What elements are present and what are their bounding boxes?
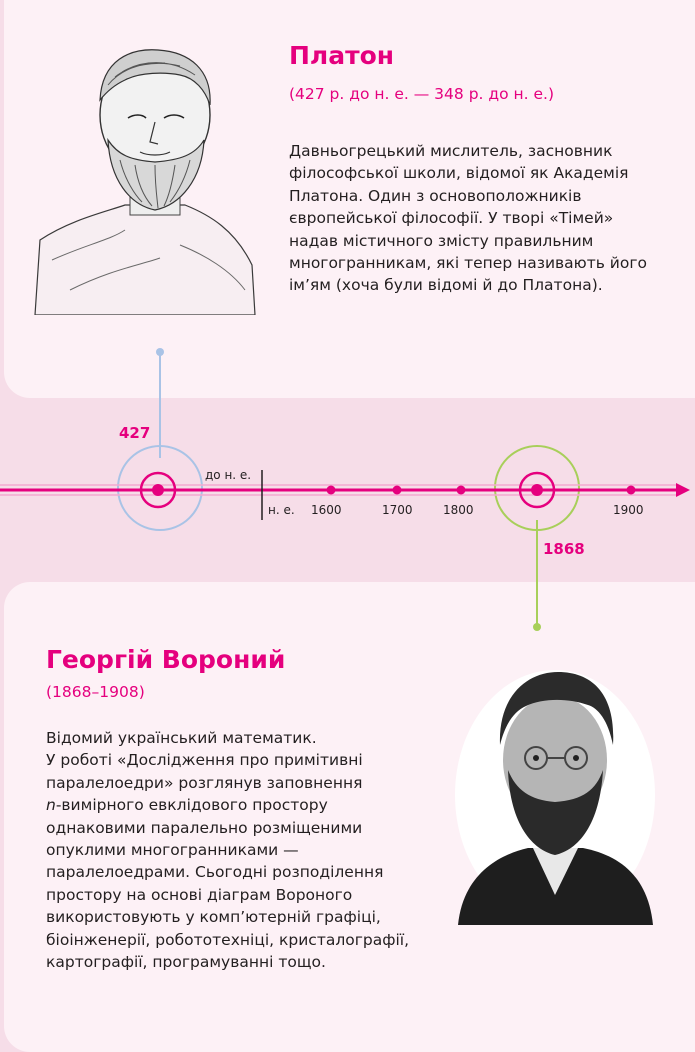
timeline-ad-label: н. е. xyxy=(268,503,295,517)
platon-connector-dot xyxy=(156,348,164,356)
timeline-bc-label: до н. е. xyxy=(205,468,252,482)
bio-line: європейської філософії. У творі «Тімей» xyxy=(289,209,614,228)
timeline-year-voronoi: 1868 xyxy=(543,540,585,558)
platon-marker-dot xyxy=(152,484,164,496)
bio-line: Відомий український математик. xyxy=(46,729,317,747)
timeline-arrow xyxy=(676,483,690,497)
bio-line: біоінженерії, робототехніці, кристалографії, xyxy=(46,930,410,949)
bio-line: многогранникам, які тепер називають його xyxy=(289,254,647,273)
bio-line: використовують у комп’ютерній графіці, xyxy=(46,908,381,927)
timeline-year-platon: 427 xyxy=(119,424,151,442)
bio-line: однаковими паралельно розміщеними xyxy=(46,818,363,837)
tick-label-1900: 1900 xyxy=(613,503,644,517)
voronoi-marker-dot xyxy=(531,484,543,496)
tick-label-1600: 1600 xyxy=(311,503,342,517)
bio-line: опуклими многогранниками — xyxy=(46,841,299,860)
bio-line: паралелоедрами. Сьогодні розподілення xyxy=(46,863,384,882)
bio-line: У роботі «Дослідження про примітивні xyxy=(46,751,363,770)
tick-dot-1900 xyxy=(627,486,636,495)
bio-line: картографії, програмуванні тощо. xyxy=(46,953,326,972)
platon-dates: (427 р. до н. е. — 348 р. до н. е.) xyxy=(289,85,555,103)
platon-arc-outer xyxy=(118,446,160,488)
tick-dot-1700 xyxy=(393,486,402,495)
bio-line: Платона. Один з основоположників xyxy=(289,186,582,205)
voronoi-name: Георгій Вороний xyxy=(46,645,286,674)
voronoi-dates: (1868–1908) xyxy=(46,683,145,701)
bio-line: ім’ям (хоча були відомі й до Платона). xyxy=(289,276,603,295)
bio-line: надав містичного змісту правильним xyxy=(289,231,594,250)
bio-line: n-вимірного евклідового простору xyxy=(46,796,328,815)
voronoi-connector-dot xyxy=(533,623,541,631)
bio-line: Давньогрецький мислитель, засновник xyxy=(289,142,613,160)
bio-line: паралелоедри» розглянув заповнення xyxy=(46,773,363,792)
tick-dot-1600 xyxy=(327,486,336,495)
platon-name: Платон xyxy=(289,41,395,70)
bio-line: філософської школи, відомої як Академія xyxy=(289,164,629,183)
tick-dot-1800 xyxy=(457,486,466,495)
tick-label-1800: 1800 xyxy=(443,503,474,517)
bio-line: простору на основі діаграм Вороного xyxy=(46,885,353,904)
tick-label-1700: 1700 xyxy=(382,503,413,517)
